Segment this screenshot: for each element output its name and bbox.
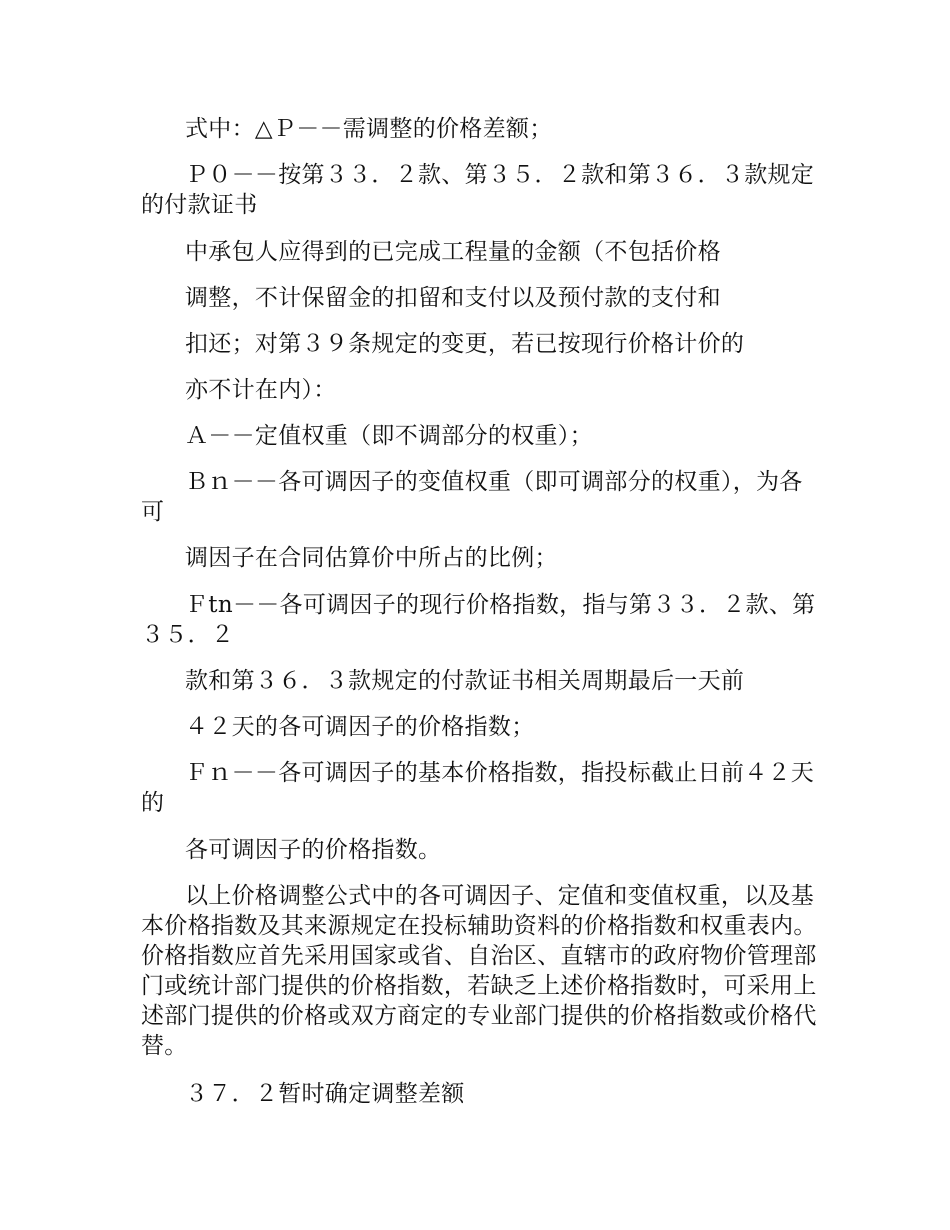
paragraph-formula-delta-p: 式中：△Ｐ－－需调整的价格差额； [185, 116, 553, 142]
paragraph-p0-continued-3: 扣还；对第３９条规定的变更，若已按现行价格计价的 [185, 331, 745, 357]
paragraph-p0-continued-1: 中承包人应得到的已完成工程量的金额（不包括价格 [185, 239, 721, 265]
paragraph-ftn-continued-2: ４２天的各可调因子的价格指数； [185, 714, 535, 740]
paragraph-bn-continued: 调因子在合同估算价中所占的比例； [185, 545, 558, 571]
paragraph-p0-definition: Ｐ０－－按第３３．２款、第３５．２款和第３６．３款规定的付款证书 [141, 162, 815, 218]
paragraph-a-definition: Ａ－－定值权重（即不调部分的权重）； [185, 423, 593, 449]
paragraph-fn-definition: Ｆｎ－－各可调因子的基本价格指数，指投标截止日前４２天的 [141, 760, 815, 816]
section-heading-37-2: ３７．２暂时确定调整差额 [185, 1081, 465, 1107]
paragraph-fn-continued: 各可调因子的价格指数。 [185, 837, 442, 863]
paragraph-price-index-source: 以上价格调整公式中的各可调因子、定值和变值权重，以及基本价格指数及其来源规定在投标辅助资料的价格指数和权重表内。价格指数应首先采用国家或省、自治区、直辖市的政府物价管理部门或统计部门提供的价格指数，若缺乏上述价格指数时，可采用上述部门提供的价格或双方商定的专业部门提供的价格指数或价格代替。 [141, 883, 817, 1059]
paragraph-ftn-definition: Ｆtn－－各可调因子的现行价格指数，指与第３３．２款、第３５．２ [141, 592, 816, 648]
paragraph-p0-continued-2: 调整，不计保留金的扣留和支付以及预付款的支付和 [185, 285, 721, 311]
paragraph-bn-definition: Ｂｎ－－各可调因子的变值权重（即可调部分的权重），为各可 [141, 469, 803, 525]
paragraph-p0-continued-4: 亦不计在内）： [185, 377, 337, 403]
paragraph-ftn-continued-1: 款和第３６．３款规定的付款证书相关周期最后一天前 [185, 668, 745, 694]
